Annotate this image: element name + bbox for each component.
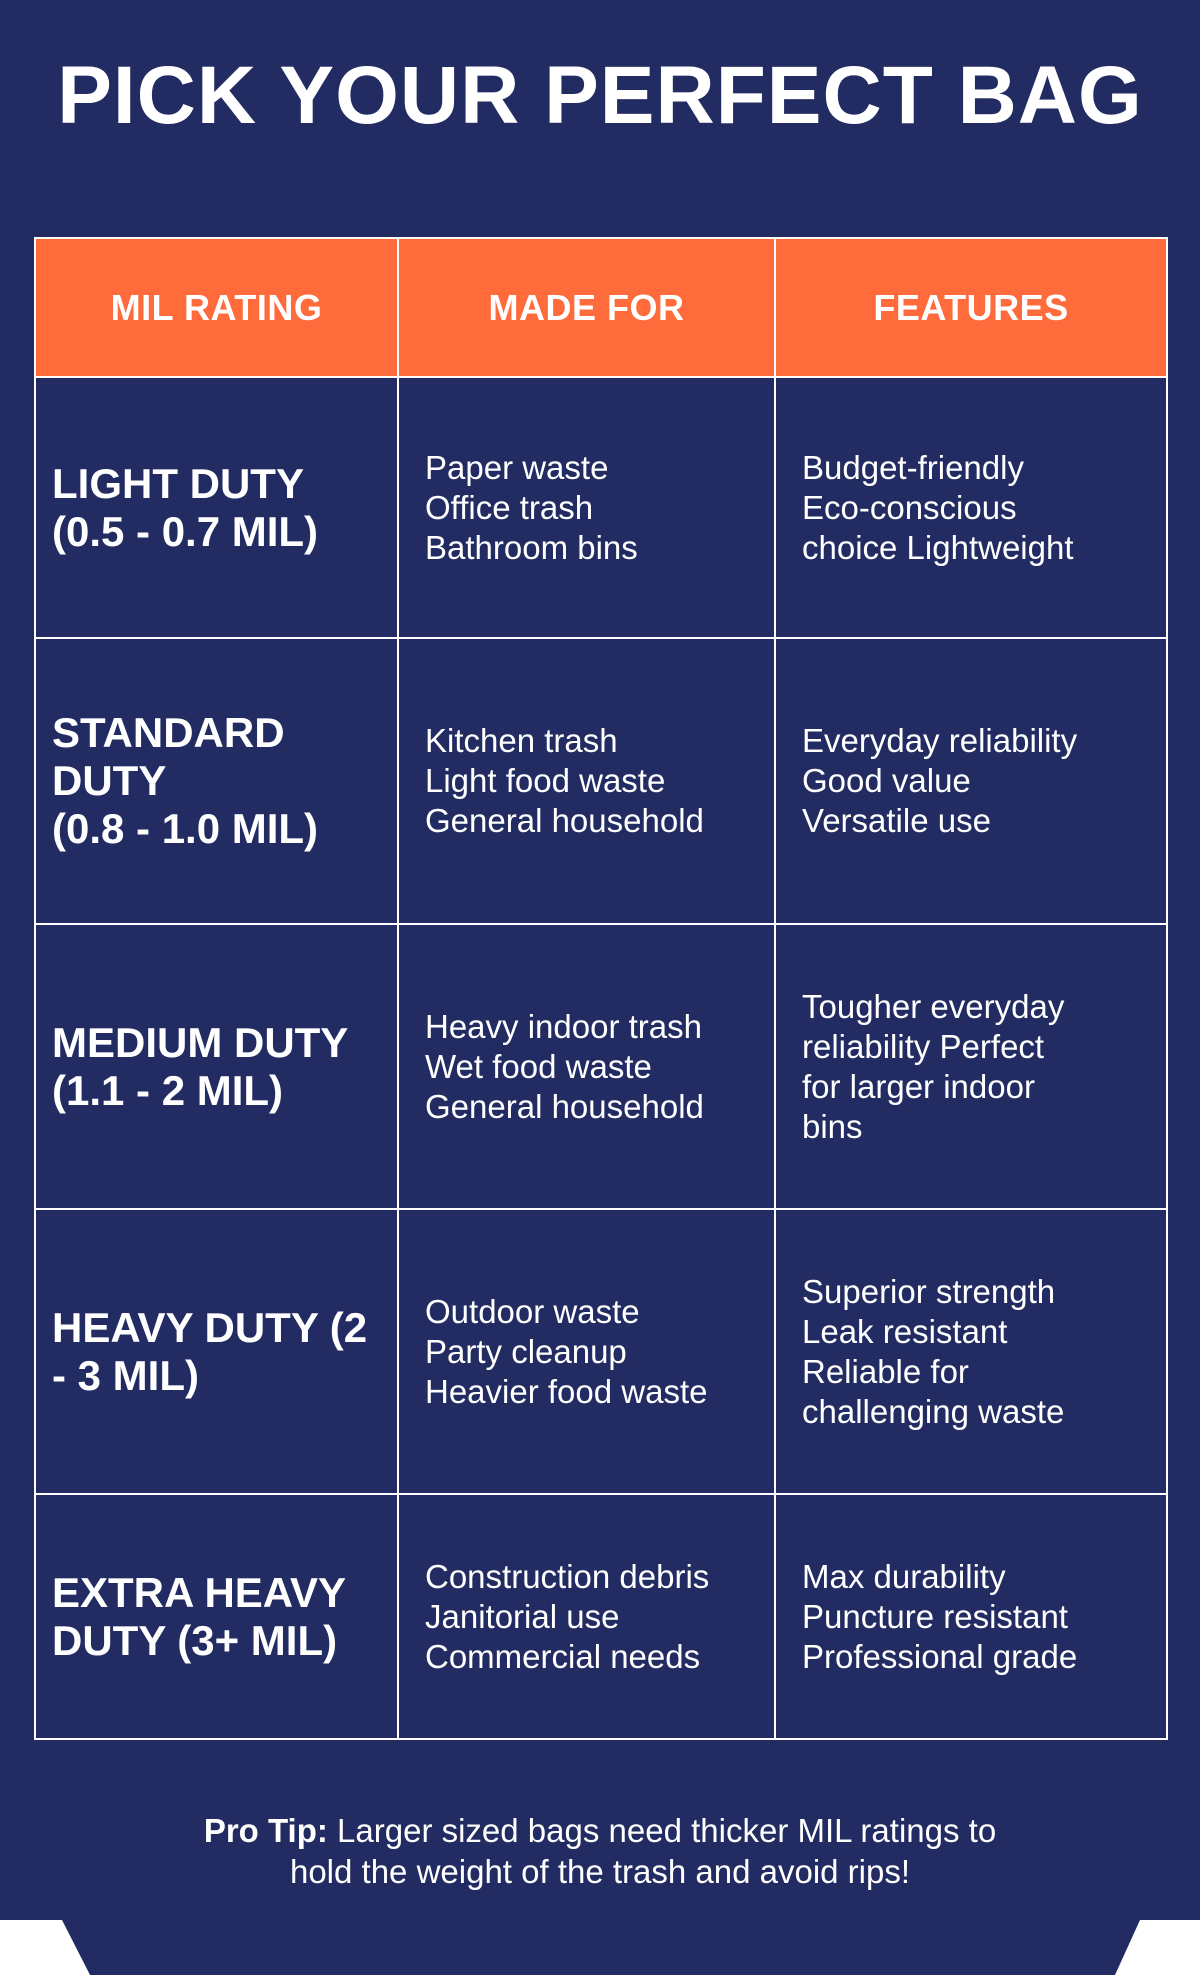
made-for-line: Heavier food waste xyxy=(425,1372,708,1410)
features-cell xyxy=(775,1209,1167,1494)
features-line: Eco-conscious xyxy=(802,488,1017,526)
pro-tip xyxy=(100,1810,1100,1892)
page-title: PICK YOUR PERFECT BAG xyxy=(57,50,1143,141)
features-line: Everyday reliability xyxy=(802,722,1078,759)
made-for-cell xyxy=(398,377,775,638)
rating-line: DUTY (3+ MIL) xyxy=(52,1616,338,1664)
features-line: Good value xyxy=(802,762,971,799)
features-line: challenging waste xyxy=(802,1392,1065,1430)
made-for-cell xyxy=(398,1209,775,1494)
features-line: Puncture resistant xyxy=(802,1597,1068,1635)
header-features: FEATURES xyxy=(775,238,1167,377)
made-for-line: Party cleanup xyxy=(425,1332,627,1370)
rating-cell xyxy=(35,1494,398,1739)
features-line: Budget-friendly xyxy=(802,448,1024,486)
features-line: for larger indoor xyxy=(802,1067,1035,1105)
bag-comparison-table xyxy=(34,237,1168,1740)
made-for-line: Outdoor waste xyxy=(425,1292,640,1330)
made-for-line: General household xyxy=(425,1087,704,1125)
features-cell xyxy=(775,638,1167,924)
made-for-cell xyxy=(398,638,775,924)
header-made-for: MADE FOR xyxy=(398,238,775,377)
made-for-line: Bathroom bins xyxy=(425,528,638,566)
features-line: Professional grade xyxy=(802,1637,1078,1675)
table-header-row xyxy=(35,238,1167,377)
made-for-line: Heavy indoor trash xyxy=(425,1007,702,1045)
made-for-line: Kitchen trash xyxy=(425,722,618,759)
rating-line: LIGHT DUTY xyxy=(52,459,304,507)
header-mil-rating: MIL RATING xyxy=(35,238,398,377)
made-for-line: General household xyxy=(425,802,704,839)
made-for-line: Construction debris xyxy=(425,1557,710,1595)
made-for-line: Janitorial use xyxy=(425,1597,620,1635)
rating-line: STANDARD xyxy=(52,709,285,756)
features-line: Superior strength xyxy=(802,1272,1056,1310)
table-row xyxy=(35,377,1167,638)
made-for-line: Wet food waste xyxy=(425,1047,652,1085)
features-line: Reliable for xyxy=(802,1352,969,1390)
table-row xyxy=(35,924,1167,1209)
features-cell xyxy=(775,924,1167,1209)
features-line: Tougher everyday xyxy=(802,987,1065,1025)
rating-cell xyxy=(35,1209,398,1494)
features-line: Leak resistant xyxy=(802,1312,1008,1350)
table-row xyxy=(35,638,1167,924)
features-line: reliability Perfect xyxy=(802,1027,1045,1065)
rating-line: (0.8 - 1.0 MIL) xyxy=(52,805,319,852)
features-line: choice Lightweight xyxy=(802,528,1074,566)
features-line: Max durability xyxy=(802,1557,1006,1595)
rating-line: EXTRA HEAVY xyxy=(52,1568,347,1616)
features-cell xyxy=(775,1494,1167,1739)
rating-line: HEAVY DUTY (2 xyxy=(52,1303,368,1351)
made-for-line: Paper waste xyxy=(425,448,609,486)
rating-cell xyxy=(35,638,398,924)
rating-line: MEDIUM DUTY xyxy=(52,1018,349,1066)
made-for-line: Commercial needs xyxy=(425,1637,701,1675)
made-for-line: Light food waste xyxy=(425,762,666,799)
rating-line: (0.5 - 0.7 MIL) xyxy=(52,507,319,555)
pro-tip-label: Pro Tip: xyxy=(203,1812,328,1849)
features-line: bins xyxy=(802,1107,863,1145)
features-line: Versatile use xyxy=(802,802,991,839)
made-for-cell xyxy=(398,924,775,1209)
made-for-line: Office trash xyxy=(425,488,594,526)
rating-line: - 3 MIL) xyxy=(52,1351,199,1399)
rating-line: DUTY xyxy=(52,757,167,804)
rating-cell xyxy=(35,924,398,1209)
rating-cell xyxy=(35,377,398,638)
made-for-cell xyxy=(398,1494,775,1739)
rating-line: (1.1 - 2 MIL) xyxy=(52,1066,284,1114)
pro-tip-text-line1: Larger sized bags need thicker MIL ratings to xyxy=(327,1812,997,1849)
table-row xyxy=(35,1494,1167,1739)
features-cell xyxy=(775,377,1167,638)
pro-tip-text-line2: hold the weight of the trash and avoid rips! xyxy=(289,1853,911,1890)
table-row xyxy=(35,1209,1167,1494)
